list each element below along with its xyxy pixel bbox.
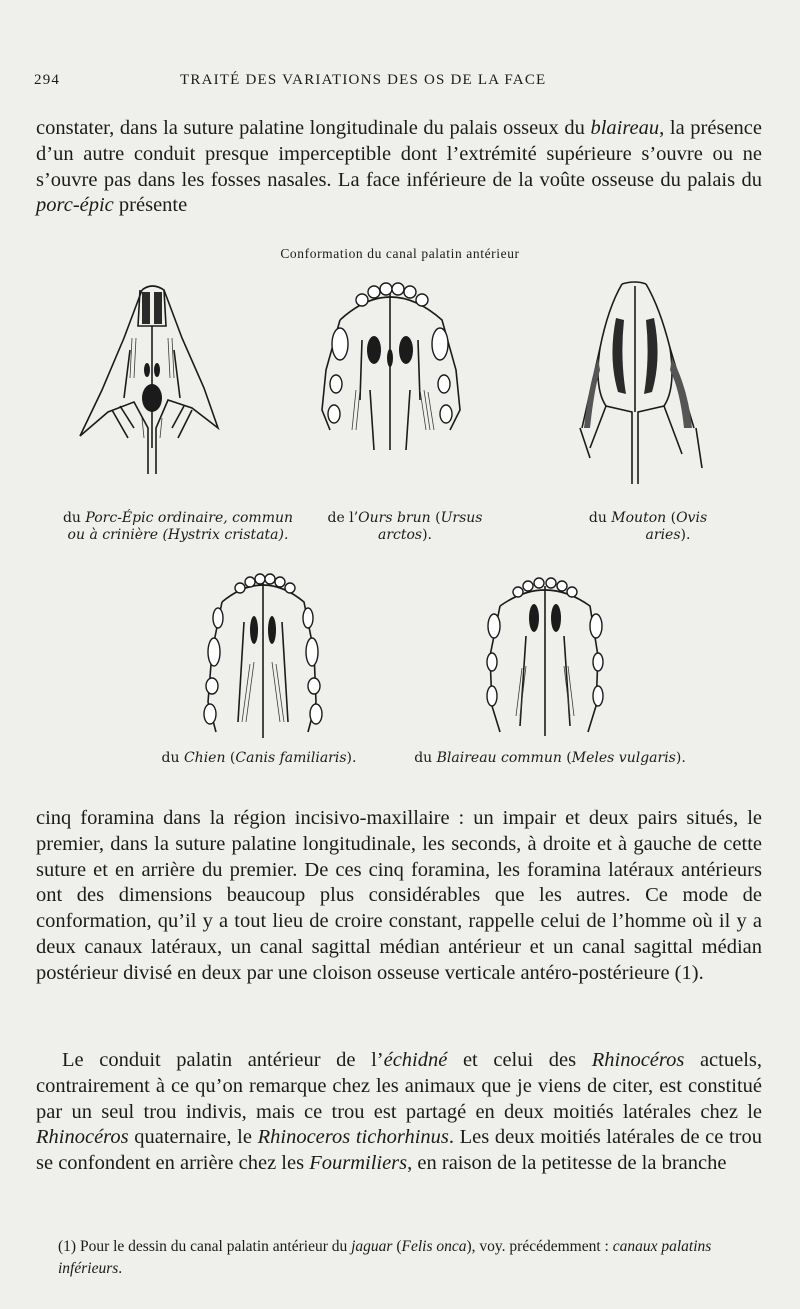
caption-line <box>62 527 294 544</box>
italic-run: Blaireau commun <box>436 750 562 766</box>
italic-run: ). <box>278 527 289 543</box>
text-run: de l’ <box>327 510 359 526</box>
text-run: ). <box>346 750 357 766</box>
bear-skull-illustration <box>300 280 480 460</box>
text-run: actuels, contrairement à ce qu’on remarque chez les animaux que je viens de citer, est constitué par un seul trou indivis, mais ce trou est partagé en deux moitiés latérales chez le <box>36 1049 762 1123</box>
porcupine-skull-illustration <box>72 278 230 478</box>
running-head <box>34 72 766 96</box>
italic-run: , commun <box>223 510 294 526</box>
text-run: ). <box>422 527 433 543</box>
italic-run: Fourmiliers <box>309 1152 408 1175</box>
text-run: ( <box>666 510 677 526</box>
italic-run: Rhinocéros <box>36 1126 129 1149</box>
text-run: du <box>161 750 184 766</box>
text-run: ( <box>561 750 572 766</box>
italic-run: porc-épic <box>36 194 114 217</box>
text-run: , la présence d’un autre conduit presque imperceptible dont l’extrémité supérieure s’ouvre ou ne s’ouvre pas dans les fosses nasales. La face inférieure de la voûte osseuse du palais du <box>36 117 762 191</box>
caption-line <box>298 510 512 527</box>
italic-run: Mouton <box>611 510 667 526</box>
caption-line <box>560 527 736 544</box>
footnote <box>58 1236 770 1280</box>
italic-run: échidné <box>383 1049 448 1071</box>
badger-skull-illustration <box>470 576 620 736</box>
text-run: . Les deux moitiés latérales de ce trou se confondent en arrière chez les <box>36 1126 763 1175</box>
sheep-skull-illustration <box>560 278 710 488</box>
page-number: 294 <box>34 72 61 88</box>
body-paragraph <box>36 1048 762 1177</box>
italic-run: Felis onca <box>401 1238 467 1255</box>
text-run: constater, dans la suture palatine longitudinale du palais osseux du <box>36 117 591 139</box>
caption-dog <box>154 750 364 767</box>
italic-run: canaux palatins inférieurs <box>58 1238 712 1277</box>
italic-run: Canis familiaris <box>235 750 347 766</box>
text-run: Le conduit palatin antérieur de l’ <box>62 1049 384 1071</box>
text-run: du <box>588 510 612 526</box>
dog-skull-illustration <box>188 572 338 742</box>
text-run: ). <box>675 750 686 766</box>
italic-run: Ovis <box>676 510 708 526</box>
caption-porcupine <box>62 510 294 544</box>
italic-run: aries <box>645 527 681 543</box>
caption-bear <box>298 510 512 544</box>
caption-line <box>62 510 294 527</box>
text-run: ( <box>225 750 236 766</box>
italic-run: Chien <box>183 750 226 766</box>
italic-run: arctos <box>377 527 423 543</box>
italic-run: blaireau <box>590 117 660 139</box>
italic-run: Ursus <box>440 510 483 526</box>
text-run: (1) Pour le dessin du canal palatin antérieur du <box>58 1238 352 1255</box>
text-run: ). <box>680 527 691 543</box>
body-paragraph: cinq foramina dans la région incisivo-maxillaire : un impair et deux pairs situés, le premier, dans la suture palatine longitudinale, les seconds, à droite et à gauche de cette suture et en arrière du premier. De ces cinq foramina, les foramina latéraux antérieurs ont des dimensions beaucoup plus considérables que les autres. Ce mode de conformation, qu’il y a tout lieu de croire constant, rappelle celui de l’homme où il y a deux canaux latéraux, un canal sagittal médian antérieur et un canal sagittal médian postérieur divisé en deux par une cloison osseuse verticale antéro-postérieure (1). <box>36 807 762 984</box>
text-run: ( <box>392 1238 402 1255</box>
intro-paragraph <box>36 116 762 219</box>
caption-badger <box>402 750 698 767</box>
italic-run: Rhinoceros tichorhinus <box>257 1126 449 1149</box>
text-run: du <box>62 510 86 526</box>
text-run: du <box>414 750 437 766</box>
italic-run: jaguar <box>351 1238 393 1255</box>
italic-run: Porc-Épic ordinaire <box>85 510 224 526</box>
text-run: présente <box>113 194 188 217</box>
text-run: quaternaire, le <box>128 1126 258 1149</box>
italic-run: Ours brun <box>358 510 431 526</box>
caption-line <box>298 527 512 544</box>
italic-run: ou à crinière ( <box>67 527 168 543</box>
text-run: et celui des <box>447 1049 592 1071</box>
text-run: ), voy. précédemment : <box>466 1238 613 1255</box>
figure-title: Conformation du canal palatin antérieur <box>280 246 520 261</box>
text-run: . <box>118 1260 123 1277</box>
italic-run: Meles vulgaris <box>571 750 676 766</box>
italic-run: Rhinocéros <box>591 1049 685 1071</box>
text-run: , en raison de la petitesse de la branche <box>407 1152 727 1175</box>
caption-line <box>560 510 736 527</box>
text-run: ( <box>430 510 441 526</box>
running-title: TRAITÉ DES VARIATIONS DES OS DE LA FACE <box>180 72 547 88</box>
italic-run: Hystrix cristata <box>167 527 279 543</box>
caption-sheep <box>560 510 736 544</box>
